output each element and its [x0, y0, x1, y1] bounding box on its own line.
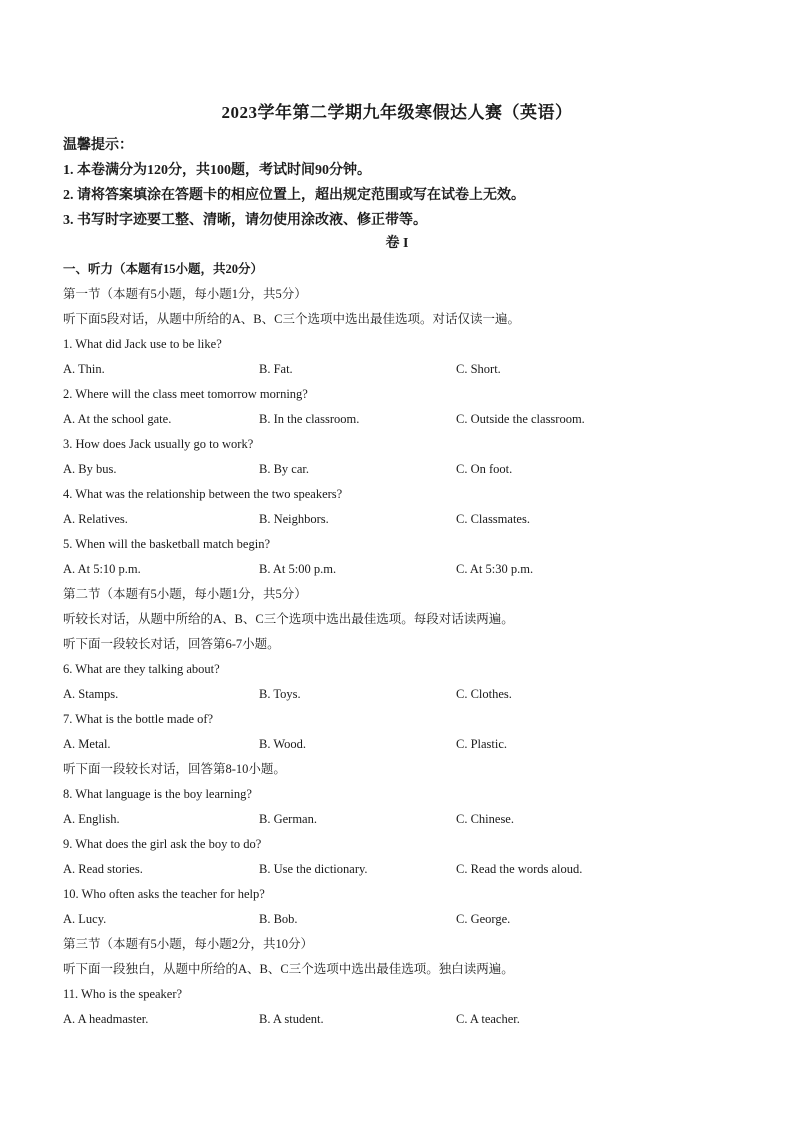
option-c: C. Read the words aloud. [456, 862, 583, 876]
tips-heading: 温馨提示： [63, 138, 133, 153]
option-c: C. Classmates. [456, 512, 530, 526]
question-options [63, 457, 743, 482]
section-heading: 第三节（本题有5小题，每小题2分，共10分） [63, 937, 314, 951]
option-b: B. Wood. [259, 737, 307, 751]
question-options [63, 407, 743, 432]
tips-block [63, 133, 525, 233]
sub-instruction: 听下面一段较长对话，回答第8-10小题。 [63, 762, 286, 776]
question-options [63, 857, 743, 882]
question-text: 4. What was the relationship between the two speakers? [63, 487, 343, 501]
question-text: 5. When will the basketball match begin? [63, 537, 271, 551]
volume-heading: 卷 I [385, 236, 409, 251]
part-heading: 一、听力（本题有15小题，共20分） [63, 262, 264, 276]
option-a: A. Thin. [63, 362, 105, 376]
section-instruction: 听下面5段对话，从题中所给的A、B、C三个选项中选出最佳选项。对话仅读一遍。 [63, 312, 520, 326]
option-a: A. By bus. [63, 462, 117, 476]
question-options [63, 507, 743, 532]
option-a: A. English. [63, 812, 120, 826]
option-b: B. Neighbors. [259, 512, 329, 526]
question-text: 2. Where will the class meet tomorrow morning? [63, 387, 308, 401]
question-options [63, 807, 743, 832]
option-c: C. At 5:30 p.m. [456, 562, 534, 576]
question-options [63, 1007, 743, 1032]
option-a: A. Lucy. [63, 912, 107, 926]
option-b: B. Use the dictionary. [259, 862, 368, 876]
question-text: 7. What is the bottle made of? [63, 712, 214, 726]
option-c: C. Chinese. [456, 812, 514, 826]
sub-instruction: 听下面一段较长对话，回答第6-7小题。 [63, 637, 280, 651]
question-text: 8. What language is the boy learning? [63, 787, 252, 801]
option-a: A. Metal. [63, 737, 111, 751]
section-instruction: 听下面一段独白，从题中所给的A、B、C三个选项中选出最佳选项。独白读两遍。 [63, 962, 514, 976]
option-c: C. George. [456, 912, 511, 926]
question-text: 11. Who is the speaker? [63, 987, 183, 1001]
option-b: B. German. [259, 812, 317, 826]
option-a: A. Read stories. [63, 862, 143, 876]
page-title: 2023学年第二学期九年级寒假达人赛（英语） [221, 103, 573, 122]
question-text: 9. What does the girl ask the boy to do? [63, 837, 262, 851]
tip-item: 2. 请将答案填涂在答题卡的相应位置上，超出规定范围或写在试卷上无效。 [63, 188, 525, 203]
option-c: C. On foot. [456, 462, 513, 476]
section-instruction: 听较长对话，从题中所给的A、B、C三个选项中选出最佳选项。每段对话读两遍。 [63, 612, 514, 626]
option-c: C. Short. [456, 362, 501, 376]
listening-section [63, 257, 743, 1032]
question-options [63, 682, 743, 707]
option-a: A. A headmaster. [63, 1012, 149, 1026]
option-b: B. In the classroom. [259, 412, 360, 426]
option-a: A. Stamps. [63, 687, 119, 701]
tip-item: 3. 书写时字迹要工整、清晰，请勿使用涂改液、修正带等。 [63, 213, 427, 228]
option-a: A. At the school gate. [63, 412, 172, 426]
option-b: B. At 5:00 p.m. [259, 562, 337, 576]
option-a: A. Relatives. [63, 512, 128, 526]
section-heading: 第二节（本题有5小题，每小题1分，共5分） [63, 587, 307, 601]
question-options [63, 357, 743, 382]
question-options [63, 907, 743, 932]
option-c: C. Plastic. [456, 737, 508, 751]
option-b: B. A student. [259, 1012, 324, 1026]
option-b: B. By car. [259, 462, 309, 476]
section-heading: 第一节（本题有5小题，每小题1分，共5分） [63, 287, 307, 301]
option-c: C. Clothes. [456, 687, 512, 701]
question-text: 6. What are they talking about? [63, 662, 220, 676]
question-text: 10. Who often asks the teacher for help? [63, 887, 265, 901]
tip-item: 1. 本卷满分为120分，共100题，考试时间90分钟。 [63, 163, 371, 178]
option-b: B. Toys. [259, 687, 301, 701]
option-c: C. A teacher. [456, 1012, 520, 1026]
option-c: C. Outside the classroom. [456, 412, 585, 426]
question-text: 3. How does Jack usually go to work? [63, 437, 254, 451]
option-b: B. Fat. [259, 362, 293, 376]
question-text: 1. What did Jack use to be like? [63, 337, 222, 351]
option-a: A. At 5:10 p.m. [63, 562, 141, 576]
question-options [63, 557, 743, 582]
option-b: B. Bob. [259, 912, 298, 926]
question-options [63, 732, 743, 757]
